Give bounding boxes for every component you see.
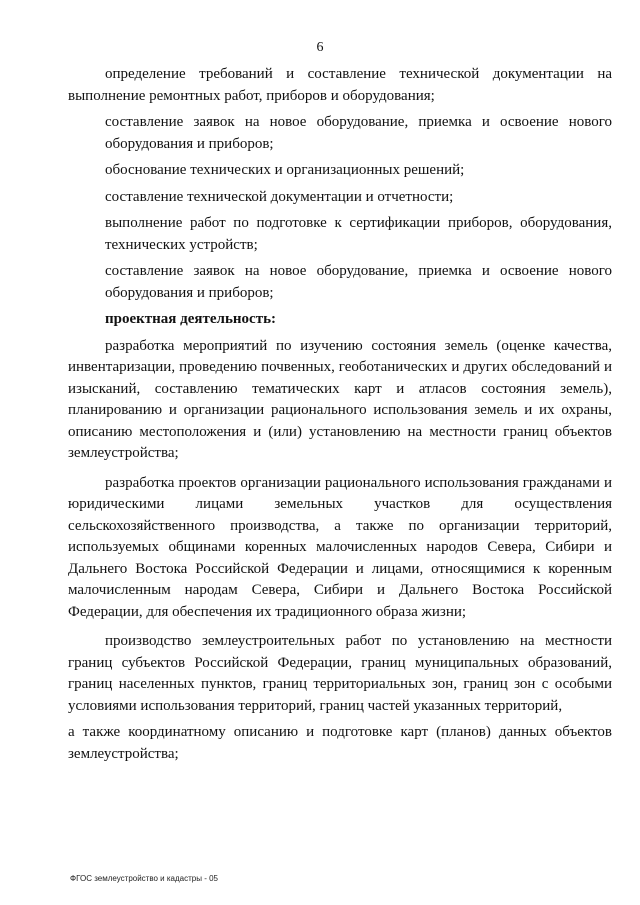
paragraph-boundary-works: производство землеустроительных работ по установлению на местности границ субъектов Российской Федерации, границ муниципальных образований, границ населенных пунктов, границ территориальных зон, границ зон с особыми условиями использования территорий, границ частей указанных территорий, bbox=[68, 633, 612, 714]
paragraph-land-study: разработка мероприятий по изучению состояния земель (оценке качества, инвентаризации, проведению почвенных, геоботанических и других обследований и изысканий, составлению тематических карт и атласов состояния земель), планированию и организации рационального использования земель и их охраны, описанию местоположения и (или) установлению на местности границ объектов землеустройства; bbox=[68, 337, 612, 461]
page-footer: ФГОС землеустройство и кадастры - 05 bbox=[70, 874, 218, 883]
paragraph-documentation: составление технической документации и отчетности; bbox=[105, 188, 454, 205]
page-number: 6 bbox=[316, 40, 324, 55]
paragraph-justification: обоснование технических и организационных решений; bbox=[105, 162, 465, 178]
paragraph-requirements: определение требований и составление технической документации на выполнение ремонтных работ, приборов и оборудования; bbox=[68, 66, 612, 104]
document-body bbox=[68, 64, 612, 770]
paragraph-equipment-requests-2: составление заявок на новое оборудование, приемка и освоение нового оборудования и приборов; bbox=[105, 263, 612, 301]
paragraph-certification: выполнение работ по подготовке к сертификации приборов, оборудования, технических устройств; bbox=[105, 215, 612, 253]
paragraph-land-use-projects: разработка проектов организации рационального использования гражданами и юридическими лицами земельных участков для осуществления сельскохозяйственного производства, а также по организации территорий, используемых общинами коренных малочисленных народов Севера, Сибири и Дальнего Востока Российской Федерации и лицами, относящимися к коренным малочисленным народам Севера, Сибири и Дальнего Востока Российской Федерации, для обеспечения их традиционного образа жизни; bbox=[68, 474, 612, 620]
paragraph-equipment-requests: составление заявок на новое оборудование, приемка и освоение нового оборудования и приборов; bbox=[105, 114, 612, 152]
section-heading-project-activity: проектная деятельность: bbox=[105, 311, 276, 327]
paragraph-coordinate-description: а также координатному описанию и подготовке карт (планов) данных объектов землеустройства; bbox=[68, 724, 612, 762]
